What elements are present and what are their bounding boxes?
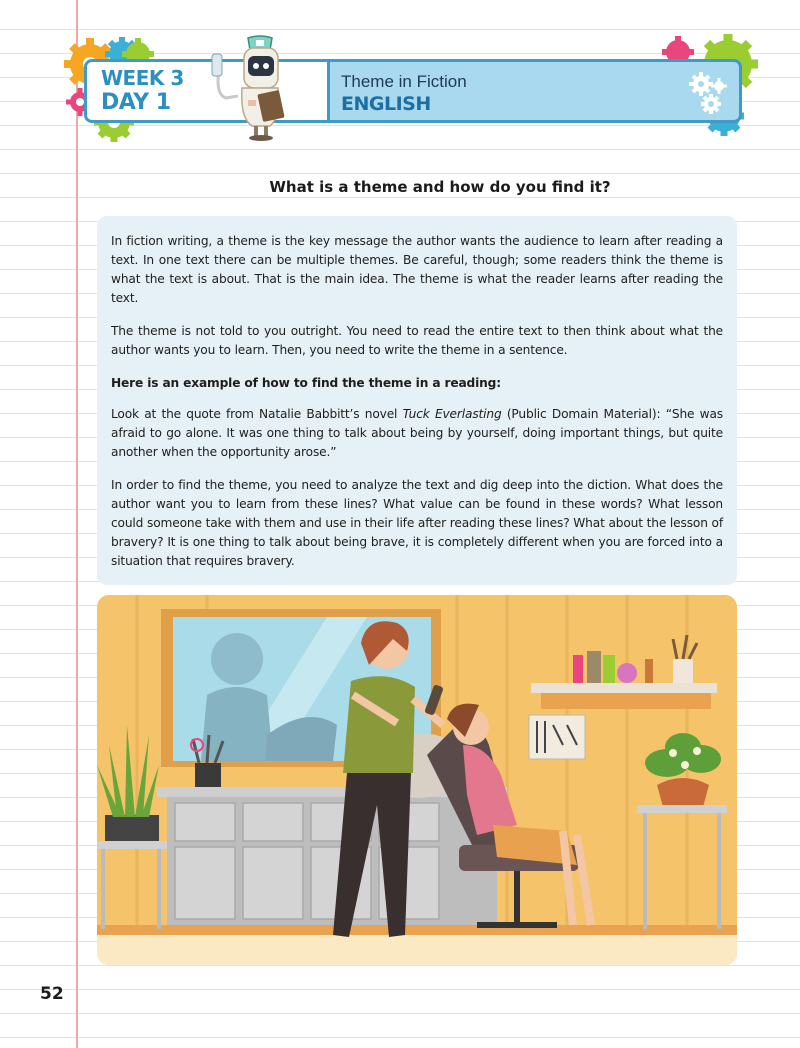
lesson-text-box bbox=[97, 216, 737, 585]
quote-intro: Look at the quote from Natalie Babbitt’s novel bbox=[111, 407, 403, 421]
banner-gears-icon bbox=[687, 68, 735, 116]
paragraph-finding-theme: The theme is not told to you outright. You need to read the entire text to then think about what the author wants you to learn. Then, you need to write the theme in a sentence. bbox=[111, 324, 723, 357]
hair-salon-illustration bbox=[97, 595, 737, 965]
notebook-margin-line bbox=[76, 0, 78, 1048]
quote-text: (Public Domain Material): “She was afraid to go alone. It was one thing to talk about being by yourself, doing important things, but quite another when the opportunity arose.” bbox=[111, 407, 723, 459]
day-label: DAY 1 bbox=[101, 90, 171, 115]
paragraph-analysis: In order to find the theme, you need to analyze the text and dig deep into the diction. What does the author want you to learn from these lines? What value can be found in these words? What lesson could someone take with them and use in their life after reading these lines? What about the lesson of bravery? It is one thing to talk about being brave, it is completely different when you are forced into a situation that requires bravery. bbox=[111, 478, 723, 568]
header-banner bbox=[84, 59, 742, 123]
topic-label: Theme in Fiction bbox=[341, 72, 467, 91]
book-title: Tuck Everlasting bbox=[402, 407, 502, 421]
paragraph-definition: In fiction writing, a theme is the key message the author wants the audience to learn after reading a text. In one text there can be multiple themes. Be careful, though; some readers think the theme is what the text is about. That is the main idea. The theme is what the reader learns after reading the text. bbox=[111, 234, 723, 305]
lesson-header bbox=[62, 34, 768, 142]
week-label: WEEK 3 bbox=[101, 66, 184, 90]
page-number: 52 bbox=[40, 984, 64, 1004]
robot-mascot-icon bbox=[208, 34, 298, 142]
paragraph-quote bbox=[111, 405, 723, 462]
section-title: What is a theme and how do you find it? bbox=[269, 178, 611, 196]
subject-label: ENGLISH bbox=[341, 93, 431, 115]
example-heading: Here is an example of how to find the theme in a reading: bbox=[111, 376, 501, 390]
